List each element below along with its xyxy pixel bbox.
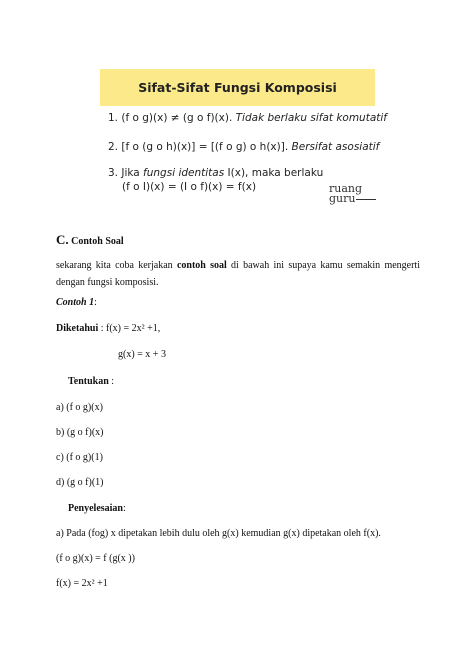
- property-3: 3. Jika fungsi identitas I(x), maka berlaku: [108, 167, 324, 179]
- question-item: c) (f o g)(1): [56, 452, 103, 463]
- example-label: Contoh 1:: [56, 297, 97, 308]
- property-3-formula: (f o I)(x) = (I o f)(x) = f(x): [122, 181, 257, 193]
- solution-step: (f o g)(x) = f (g(x )): [56, 553, 135, 564]
- question-item: b) (g o f)(x): [56, 427, 104, 438]
- property-1: 1. (f o g)(x) ≠ (g o f)(x). Tidak berlaku sifat komutatif: [108, 112, 387, 124]
- known-f: Diketahui : f(x) = 2x² +1,: [56, 323, 161, 334]
- find-label: Tentukan :: [68, 376, 115, 387]
- intro-paragraph: sekarang kita coba kerjakan contoh soal di bawah ini supaya kamu semakin mengerti dengan fungsi komposisi.: [56, 260, 420, 288]
- question-item: d) (g o f)(1): [56, 477, 104, 488]
- card-title: Sifat-Sifat Fungsi Komposisi: [138, 80, 337, 95]
- question-item: a) (f o g)(x): [56, 402, 103, 413]
- section-heading: C. Contoh Soal: [56, 232, 124, 247]
- known-g: g(x) = x + 3: [118, 349, 166, 360]
- ruangguru-logo: ruang guru: [329, 184, 376, 204]
- property-2: 2. [f o (g o h)(x)] = [(f o g) o h(x)]. Bersifat asosiatif: [108, 141, 380, 153]
- solution-a: a) Pada (fog) x dipetakan lebih dulu oleh g(x) kemudian g(x) dipetakan oleh f(x).: [56, 528, 381, 539]
- solution-label: Penyelesaian:: [68, 503, 126, 514]
- solution-step: f(x) = 2x² +1: [56, 578, 108, 589]
- properties-card-header: [100, 69, 375, 106]
